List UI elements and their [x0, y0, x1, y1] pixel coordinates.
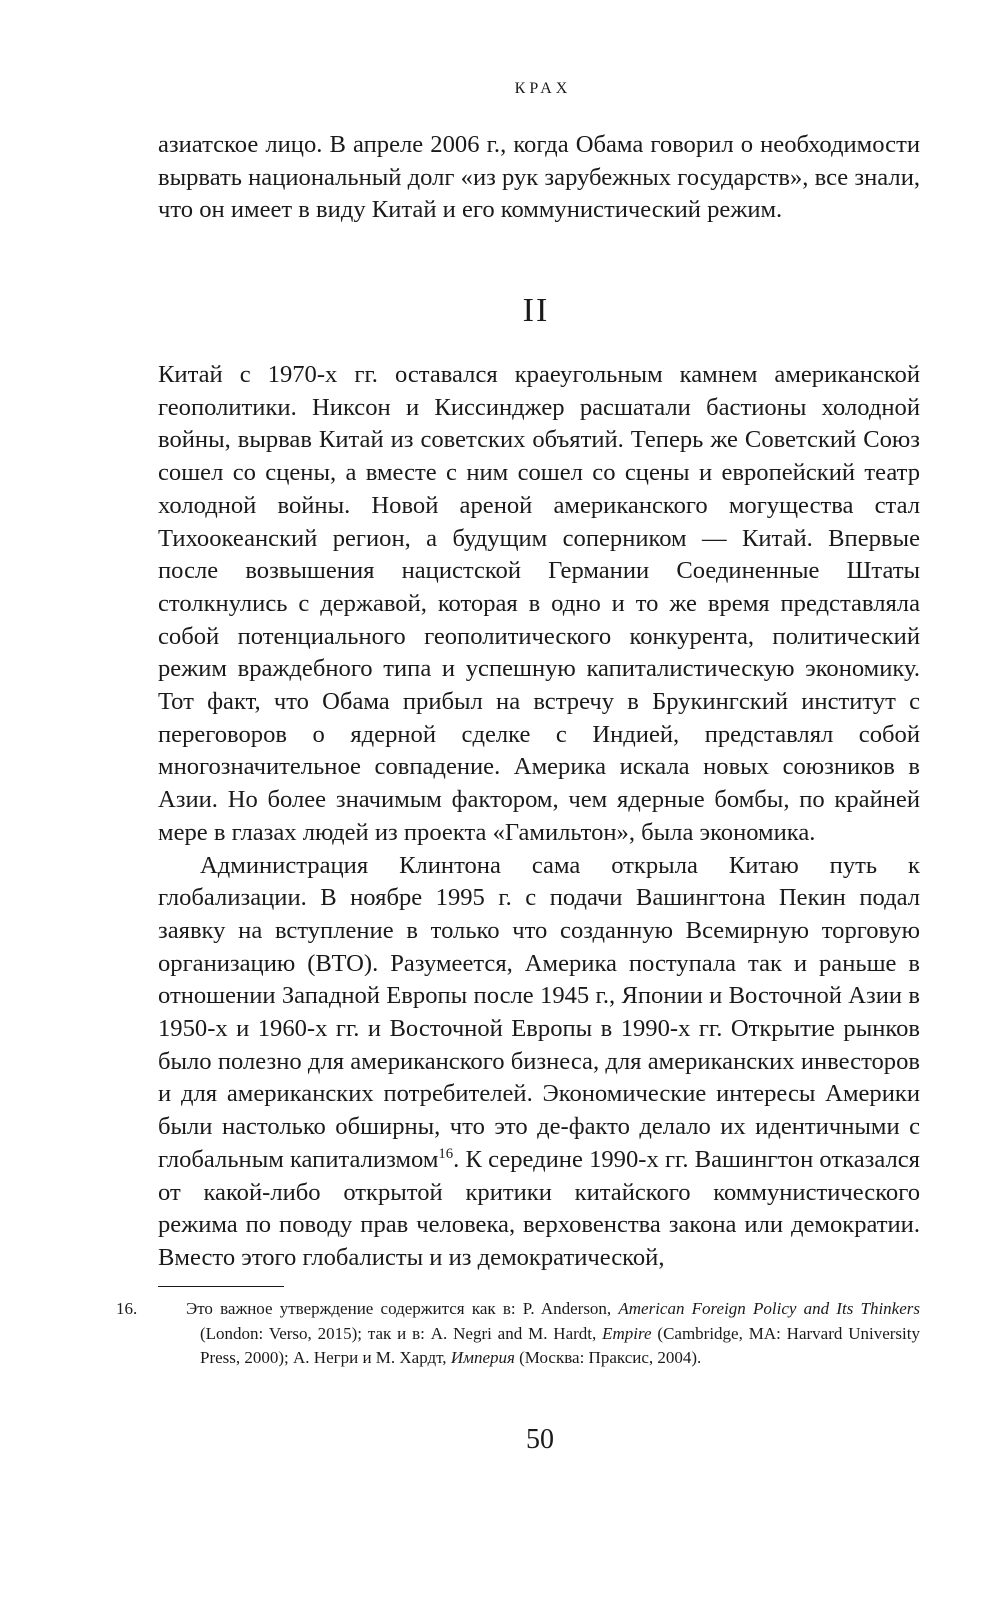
- footnote-text-3: (Cambridge, MA: Harvard University Press, 2000); А. Негри и М. Хардт,: [200, 1323, 920, 1367]
- running-head: КРАХ: [514, 80, 572, 97]
- footnote-text-1: Это важное утверждение содержится как в: P. Anderson,: [186, 1299, 619, 1318]
- page-number: 50: [526, 1424, 554, 1455]
- footnote-title-1: American Foreign Policy and Its Thinkers: [618, 1299, 921, 1318]
- main-body: [158, 359, 920, 1275]
- body-paragraph-1: Китай с 1970-х гг. оставался краеугольным камнем американской геополитики. Никсон и Киссинджер расшатали бастионы холодной войны, вырвав Китай из советских объятий. Теперь же Советский Союз сошел со сцены, а вместе с ним сошел со сцены и европейский театр холодной войны. Новой ареной американского могущества стал Тихоокеанский регион, а будущим соперником — Китай. Впервые после возвышения нацистской Германии Соединенные Штаты столкнулись с державой, которая в одно и то же время представляла собой потенциального геополитического конкурента, политический режим враждебного типа и успешную капиталистическую экономику. Тот факт, что Обама прибыл на встречу в Брукингский институт с переговоров о ядерной сделке с Индией, представлял собой многозначительное совпадение. Америка искала новых союзников в Азии. Но более значимым фактором, чем ядерные бомбы, по крайней мере в глазах людей из проекта «Гамильтон», была экономика.: [158, 361, 920, 846]
- section-heading: II: [522, 292, 550, 329]
- paragraph-continued: [158, 129, 920, 227]
- body-paragraph-2-part-1: Администрация Клинтона сама открыла Китаю путь к глобализации. В ноябре 1995 г. с подачи Вашингтона Пекин подал заявку на вступление в только что созданную Всемирную торговую организацию (ВТО). Разумеется, Америка поступала так и раньше в отношении Западной Европы после 1945 г., Японии и Восточной Азии в 1950-х и 1960-х гг. и Восточной Европы в 1990-х гг. Открытие рынков было полезно для американского бизнеса, для американских инвесторов и для американских потребителей. Экономические интересы Америки были настолько обширны, что это де-факто делало их идентичными с глобальным капитализмом: [158, 851, 920, 1173]
- footnote-reference[interactable]: 16: [438, 1145, 454, 1162]
- footnote-separator: [158, 1286, 284, 1287]
- body-paragraph-2-part-2: . К середине 1990-х гг. Вашингтон отказался от какой-либо открытой критики китайского коммунистического режима по поводу прав человека, верховенства закона или демократии. Вместо этого глобалисты и из демократической,: [158, 1145, 920, 1271]
- body-paragraph-2: [158, 850, 920, 1275]
- footnote-title-2: Empire: [602, 1323, 652, 1343]
- footnote-title-3: Империя: [450, 1348, 515, 1367]
- footnote-body: [116, 1297, 921, 1371]
- footnote-text-2: (London: Verso, 2015); так и в: A. Negri and M. Hardt,: [200, 1323, 603, 1343]
- footnote-text-4: (Москва: Праксис, 2004).: [514, 1348, 702, 1367]
- footnote-16: [116, 1297, 921, 1371]
- paragraph-top-text: азиатское лицо. В апреле 2006 г., когда Обама говорил о необходимости вырвать национальный долг «из рук зарубежных государств», все знали, что он имеет в виду Китай и его коммунистический режим.: [158, 131, 920, 224]
- footnote-number: 16.: [116, 1299, 138, 1318]
